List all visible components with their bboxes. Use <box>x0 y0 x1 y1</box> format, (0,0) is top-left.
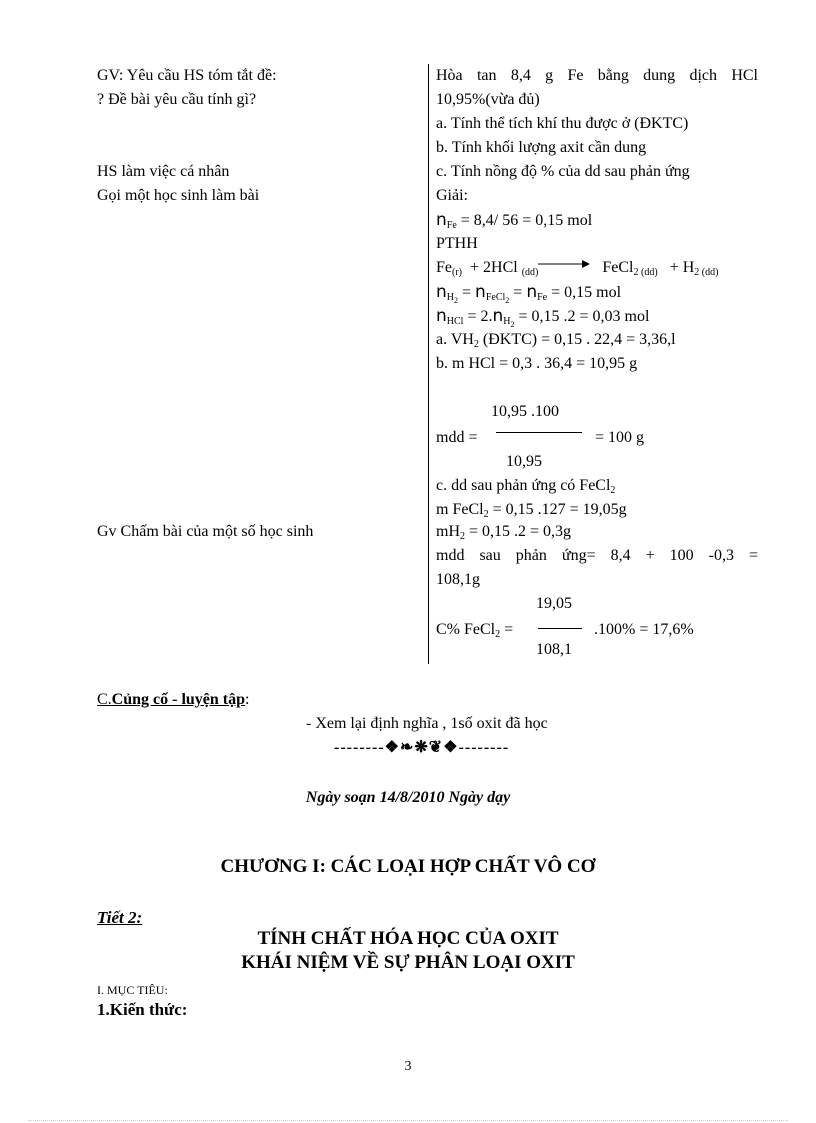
lesson-title-1: TÍNH CHẤT HÓA HỌC CỦA OXIT <box>257 928 559 949</box>
reaction-equation: $Fe_{(r)} + 2HCl$ $_{(dd)}$ FeCl$_{2 (dd)}$ + $H_{2 (dd)}$ <box>436 259 719 278</box>
column-divider <box>428 64 429 664</box>
moles-hcl-line: $n_{HCl} = 2.n_{H_2} = 0,15$ .2 = 0,03 mol <box>436 306 650 329</box>
concentration-result: .100% = 17,6% <box>594 621 694 638</box>
concentration-label: C% FeCl$_2$ = <box>436 621 514 640</box>
ornament-divider: --------❖❧❋❦❖-------- <box>334 739 510 756</box>
moles-equality-line: $n_{H_2} = n_{FeCl_2} = n_{Fe} = 0,15$ mol <box>436 282 622 305</box>
fraction2-denominator: 108,1 <box>536 641 572 658</box>
lesson-number: Tiết 2: <box>97 908 143 927</box>
mass-fecl2-line: m FeCl$_2$ = 0,15 .127 = 19,05g <box>436 501 627 520</box>
lesson-title-2: KHÁI NIỆM VỀ SỰ PHÂN LOẠI OXIT <box>241 952 575 973</box>
moles-fe-line: $n_{Fe} = 8,4/$ 56 = 0,15 mol <box>436 210 593 231</box>
question-prompt: ? Đề bài yêu cầu tính gì? <box>97 91 257 108</box>
chapter-title: CHƯƠNG I: CÁC LOẠI HỢP CHẤT VÔ CƠ <box>220 856 596 877</box>
objectives-heading: I. MỤC TIÊU: <box>97 983 168 997</box>
mdd-label: mdd = <box>436 429 478 446</box>
grading-note: Gv Chấm bài của một số học sinh <box>97 523 314 540</box>
review-note: - Xem lại định nghĩa , 1số oxit đã học <box>306 715 548 732</box>
fraction1-numerator: 10,95 .100 <box>491 403 559 420</box>
question-b: b. Tính khối lượng axit cần dung <box>436 139 647 156</box>
page-number: 3 <box>404 1059 412 1074</box>
fraction1-bar <box>496 432 582 433</box>
arrow-icon <box>538 258 590 270</box>
fraction2-numerator: 19,05 <box>536 595 572 612</box>
mass-h2-line: $mH_2 = 0,15$ .2 = 0,3g <box>436 523 572 542</box>
fraction1-result: = 100 g <box>595 429 645 446</box>
question-a: a. Tính thể tích khí thu được ở (ĐKTC) <box>436 115 689 132</box>
fraction1-denominator: 10,95 <box>506 453 542 470</box>
mdd-after-line: mdd sau phản ứng= 8,4 + 100 -0,3 = <box>436 547 758 564</box>
knowledge-heading: 1.Kiến thức: <box>97 1000 188 1019</box>
problem-statement-1: Hòa tan 8,4 g Fe bằng dung dịch HCl <box>436 67 758 84</box>
solution-label: Giải: <box>436 187 468 204</box>
solution-c-line: c. dd sau phản ứng có FeCl$_2$ <box>436 477 616 496</box>
call-student-note: Gọi một học sinh làm bài <box>97 187 260 204</box>
section-c-heading: C.Củng cố - luyện tập: <box>97 691 250 708</box>
pthh-label: PTHH <box>436 235 478 252</box>
fraction2-bar <box>538 628 582 629</box>
student-work-note: HS làm việc cá nhân <box>97 163 230 180</box>
teacher-instruction: GV: Yêu cầu HS tóm tắt đề: <box>97 67 277 84</box>
date-line: Ngày soạn 14/8/2010 Ngày dạy <box>305 789 511 806</box>
problem-statement-2: 10,95%(vừa đủ) <box>436 91 540 108</box>
question-c: c. Tính nồng độ % của dd sau phản ứng <box>436 163 690 180</box>
volume-h2-line: a. $VH_2$ (ĐKTC) = 0,15 . 22,4 = 3,36,l <box>436 331 676 350</box>
mdd-after-value: 108,1g <box>436 571 480 588</box>
page-bottom-rule <box>28 1120 788 1121</box>
mass-hcl-line: b. m HCl = 0,3 . 36,4 = 10,95 g <box>436 355 638 372</box>
